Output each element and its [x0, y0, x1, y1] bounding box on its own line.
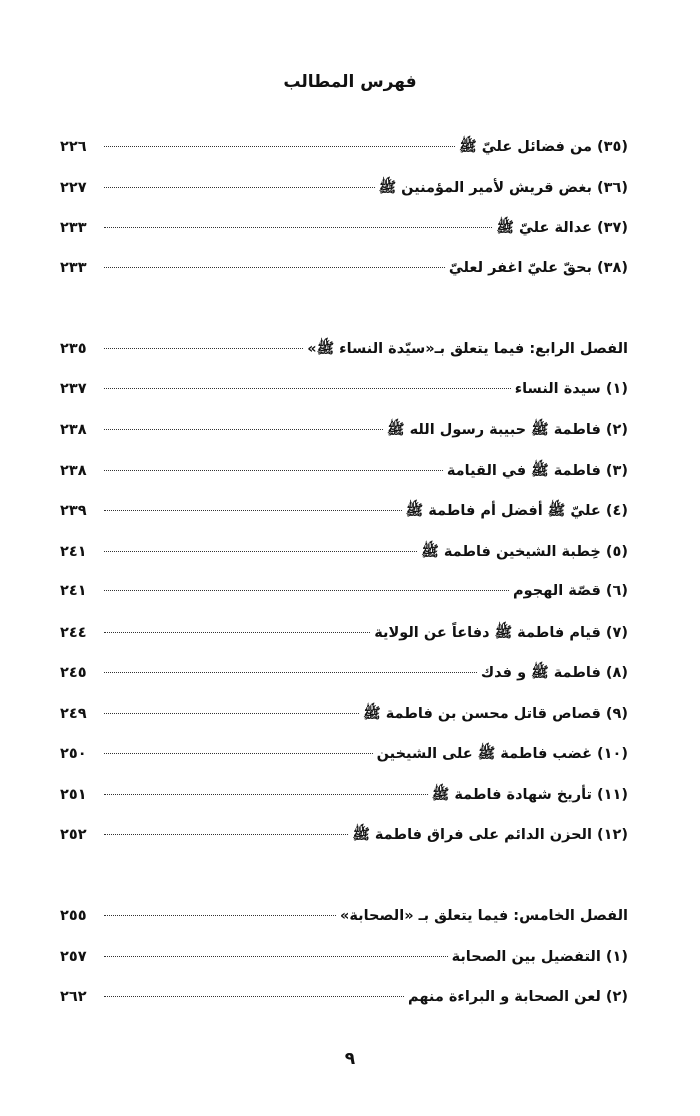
toc-entry[interactable]	[60, 219, 628, 260]
toc-entry-page: ٢٣٣	[60, 259, 87, 276]
toc-entry-title: (٦) قصّة الهجوم	[513, 583, 628, 599]
toc-entry-page: ٢٤٤	[60, 624, 87, 641]
leader-dots	[104, 590, 509, 591]
leader-dots	[104, 713, 359, 714]
leader-dots	[104, 672, 477, 673]
leader-dots	[104, 510, 402, 511]
toc-entry-title: (٨) فاطمة ﷺ و فدك	[480, 665, 628, 681]
toc-entry[interactable]	[60, 421, 628, 462]
toc-entry-page: ٢٢٦	[60, 139, 87, 155]
toc-entry-title: (٣٦) بغض قريش لأمير المؤمنين ﷺ	[378, 179, 628, 196]
toc-chapter-page: ٢٣٥	[60, 341, 87, 357]
toc-chapter-page: ٢٥٥	[60, 908, 87, 924]
toc-entry[interactable]	[60, 826, 628, 867]
toc-group-3	[60, 908, 628, 1030]
toc-entry[interactable]	[60, 786, 628, 827]
leader-dots	[104, 470, 443, 471]
leader-dots	[104, 348, 303, 349]
toc-entry-title: (١٢) الحزن الدائم على فراق فاطمة ﷺ	[352, 827, 628, 843]
toc-entry-page: ٢٣٩	[60, 503, 87, 519]
leader-dots	[104, 794, 428, 795]
toc-chapter-title: الفصل الرابع: فيما يتعلق بـ«سيّدة النساء ﷺ»	[307, 341, 628, 357]
toc-entry-title: (٩) قصاص قاتل محسن بن فاطمة ﷺ	[363, 705, 628, 722]
toc-group-1	[60, 138, 628, 300]
toc-entry-page: ٢٣٨	[60, 422, 87, 438]
toc-entry[interactable]	[60, 543, 628, 584]
toc-entry-title: (٣٨) بحقّ عليّ اغفر لعليّ	[448, 259, 628, 276]
toc-entry-page: ٢٥١	[60, 786, 87, 803]
toc-entry-title: (٣) فاطمة ﷺ في القيامة	[446, 462, 628, 479]
leader-dots	[104, 267, 445, 268]
toc-entry[interactable]	[60, 664, 628, 705]
toc-entry[interactable]	[60, 179, 628, 220]
toc-entry-title: (١٠) غضب فاطمة ﷺ على الشيخين	[376, 746, 628, 762]
toc-entry[interactable]	[60, 745, 628, 786]
leader-dots	[104, 227, 492, 228]
toc-entry-page: ٢٢٧	[60, 179, 87, 196]
toc-entry-page: ٢٣٧	[60, 380, 87, 397]
toc-entry[interactable]	[60, 989, 628, 1030]
toc-entry[interactable]	[60, 502, 628, 543]
toc-entry-page: ٢٥٠	[60, 746, 87, 762]
toc-entry-title: (٥) خِطبة الشيخين فاطمة ﷺ	[421, 543, 628, 560]
toc-chapter-title: الفصل الخامس: فيما يتعلق بـ «الصحابة»	[340, 908, 628, 924]
toc-entry-page: ٢٤١	[60, 583, 87, 599]
leader-dots	[104, 632, 370, 633]
leader-dots	[104, 956, 448, 957]
leader-dots	[104, 187, 375, 188]
toc-entry[interactable]	[60, 705, 628, 746]
toc-entry-title: (١) التفضيل بين الصحابة	[451, 948, 628, 965]
toc-entry[interactable]	[60, 624, 628, 665]
leader-dots	[104, 429, 383, 430]
toc-entry[interactable]	[60, 260, 628, 301]
leader-dots	[104, 834, 348, 835]
leader-dots	[104, 996, 404, 997]
toc-entry-page: ٢٤١	[60, 543, 87, 560]
toc-entry[interactable]	[60, 583, 628, 624]
toc-entry-title: (١) سيدة النساء	[514, 380, 628, 397]
toc-entry-page: ٢٤٥	[60, 665, 87, 681]
toc-entry-title: (٢) فاطمة ﷺ حبيبة رسول الله ﷺ	[387, 422, 628, 438]
toc-entry-title: (٣٧) عدالة عليّ ﷺ	[496, 220, 628, 236]
toc-entry-title: (١١) تأريخ شهادة فاطمة ﷺ	[431, 786, 628, 803]
page-number: ٩	[344, 1049, 356, 1069]
toc-entry[interactable]	[60, 462, 628, 503]
toc-entry-title: (٣٥) من فضائل عليّ ﷺ	[459, 139, 628, 155]
toc-entry-title: (٢) لعن الصحابة و البراءة منهم	[407, 989, 628, 1005]
toc-entry-page: ٢٥٢	[60, 827, 87, 843]
leader-dots	[104, 146, 455, 147]
toc-entry-title: (٤) عليّ ﷺ أفضل أم فاطمة ﷺ	[405, 503, 628, 519]
toc-entry-page: ٢٤٩	[60, 705, 87, 722]
leader-dots	[104, 388, 511, 389]
leader-dots	[104, 915, 336, 916]
toc-entry-page: ٢٣٨	[60, 462, 87, 479]
toc-entry[interactable]	[60, 949, 628, 990]
toc-chapter-heading[interactable]	[60, 908, 628, 949]
toc-entry-title: (٧) قيام فاطمة ﷺ دفاعاً عن الولاية	[374, 624, 628, 641]
toc-entry[interactable]	[60, 381, 628, 422]
leader-dots	[104, 551, 417, 552]
toc-entry-page: ٢٥٧	[60, 948, 87, 965]
toc-entry-page: ٢٦٢	[60, 989, 87, 1005]
toc-chapter-heading[interactable]	[60, 340, 628, 381]
toc-group-2	[60, 340, 628, 867]
toc-entry-page: ٢٣٣	[60, 220, 87, 236]
toc-entry[interactable]	[60, 138, 628, 179]
leader-dots	[104, 753, 373, 754]
page-title: فهرس المطالب	[283, 72, 417, 92]
